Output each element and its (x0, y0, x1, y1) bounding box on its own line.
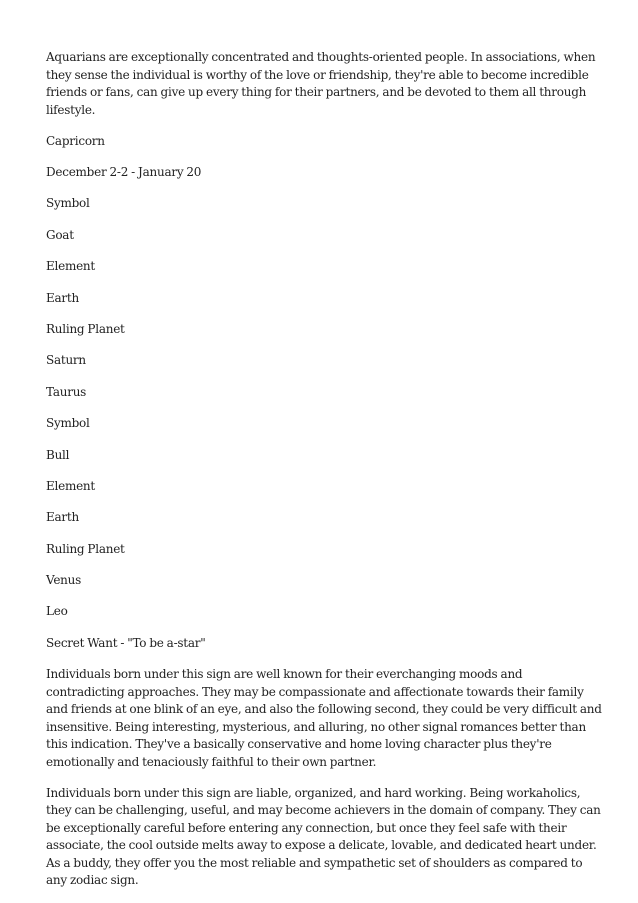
paragraph-aquarius-intro: Aquarians are exceptionally concentrated and thoughts-oriented people. In associations, when they sense the individual is worthy of the love or friendship, they're able to become incredible friends or fans, can give up every thing for their partners, and be devoted to them all through lifestyle. (46, 50, 596, 117)
heading-capricorn: Capricorn (46, 133, 105, 148)
heading-taurus: Taurus (46, 384, 87, 399)
value-ruling-planet: Venus (46, 573, 82, 588)
value-ruling-planet: Saturn (46, 353, 86, 368)
label-symbol: Symbol (46, 416, 90, 431)
label-element: Element (46, 478, 95, 493)
label-element: Element (46, 259, 95, 274)
paragraph-moods: Individuals born under this sign are well known for their everchanging moods and contradicting approaches. They may be compassionate and affectionate towards their family and friends at one blink of an eye, and also the following second, they could be very difficult and insensitive. Being interesting, mysterious, and alluring, no other signal romances better than this indication. They've a basically conservative and home loving character plus they're emotionally and tenaciously faithful to their own partner. (46, 667, 602, 769)
label-ruling-planet: Ruling Planet (46, 321, 125, 336)
paragraph-workaholics: Individuals born under this sign are liable, organized, and hard working. Being workaholics, they can be challenging, useful, and may become achievers in the domain of company. They can be exceptionally careful before entering any connection, but once they feel safe with their associate, the cool outside melts away to expose a delicate, lovable, and dedicated heart under. As a buddy, they offer you the most reliable and sympathetic set of shoulders as compared to any zodiac sign. (46, 785, 601, 888)
value-symbol: Bull (46, 447, 70, 462)
secret-want: Secret Want - "To be a-star" (46, 635, 206, 650)
document-body (46, 49, 602, 903)
value-element: Earth (46, 510, 79, 525)
value-element: Earth (46, 290, 79, 305)
label-symbol: Symbol (46, 196, 90, 211)
value-symbol: Goat (46, 227, 74, 242)
label-ruling-planet: Ruling Planet (46, 541, 125, 556)
heading-leo: Leo (46, 604, 68, 619)
date-range: December 2-2 - January 20 (46, 164, 202, 179)
